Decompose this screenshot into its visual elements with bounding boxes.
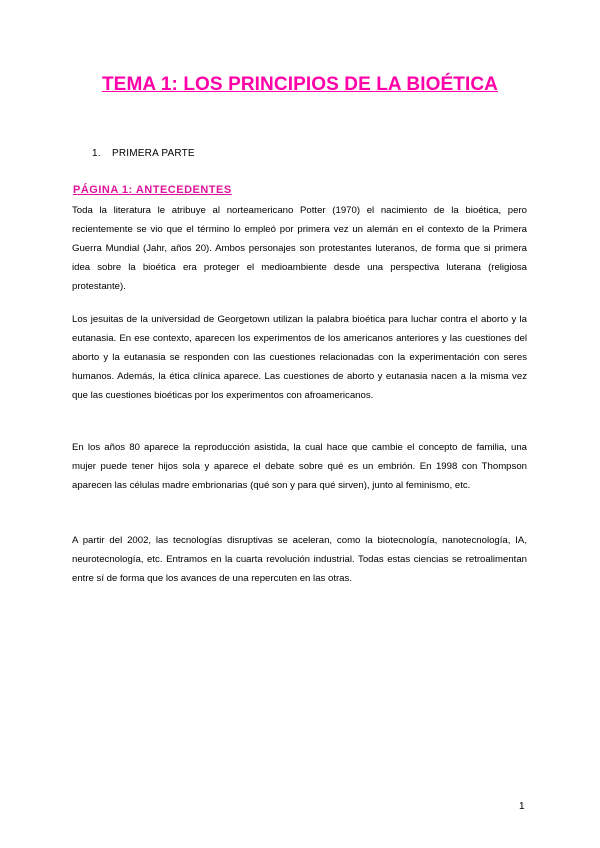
- page-number: 1: [519, 801, 525, 812]
- numbered-list-item: [92, 148, 195, 159]
- paragraph-2: Los jesuitas de la universidad de Georgetown utilizan la palabra bioética para luchar contra el aborto y la eutanasia. En ese contexto, aparecen los experimentos de los americanos anteriores y las cuestiones del aborto y la eutanasia se responden con las cuestiones relacionadas con la experimentación con seres humanos. Además, la ética clínica aparece. Las cuestiones de aborto y eutanasia nacen a la misma vez que las cuestiones bioéticas por los experimentos con afroamericanos.: [72, 314, 527, 401]
- section-heading: PÁGINA 1: ANTECEDENTES: [73, 184, 232, 196]
- paragraph-4: A partir del 2002, las tecnologías disruptivas se aceleran, como la biotecnología, nanotecnología, IA, neurotecnología, etc. Entramos en la cuarta revolución industrial. Todas estas ciencias se retroalimentan entre sí de forma que los avances de una repercuten en las otras.: [72, 535, 527, 584]
- paragraph-1: Toda la literatura le atribuye al norteamericano Potter (1970) el nacimiento de la bioética, pero recientemente se vio que el término lo empleó por primera vez un alemán en el contexto de la Primera Guerra Mundial (Jahr, años 20). Ambos personajes son protestantes luteranos, de forma que si primera idea sobre la bioética era proteger el medioambiente desde una perspectiva luterana (religiosa protestante).: [72, 205, 527, 292]
- list-item-label: PRIMERA PARTE: [112, 148, 195, 159]
- document-title: TEMA 1: LOS PRINCIPIOS DE LA BIOÉTICA: [101, 74, 499, 95]
- paragraph-3: En los años 80 aparece la reproducción asistida, la cual hace que cambie el concepto de familia, una mujer puede tener hijos sola y aparece el debate sobre qué es un embrión. En 1998 con Thompson aparecen las células madre embrionarias (qué son y para qué sirven), junto al feminismo, etc.: [72, 442, 527, 491]
- list-item-number: 1.: [92, 148, 101, 159]
